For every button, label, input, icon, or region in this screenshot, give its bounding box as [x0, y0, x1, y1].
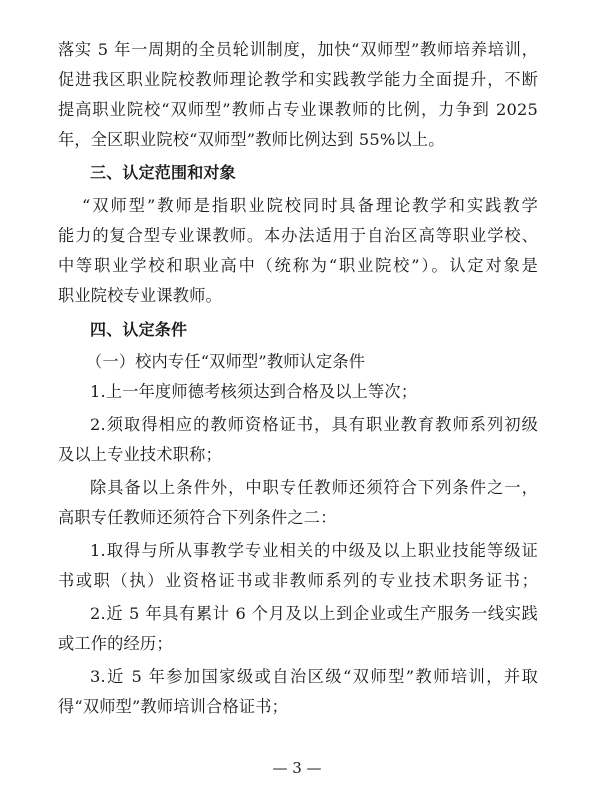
body-line-1: 落实 5 年一周期的全员轮训制度，加快“双师型”教师培养培训， [58, 40, 538, 59]
body-line-2: 促进我区职业院校教师理论教学和实践教学能力全面提升，不断 [58, 70, 538, 89]
body-line-6: “双师型”教师是指职业院校同时具备理论教学和实践教学 [82, 196, 538, 215]
requirement-line-1-cont: 书或职（执）业资格证书或非教师系列的专业技术职务证书； [58, 571, 538, 590]
condition-line-1: 1.上一年度师德考核须达到合格及以上等次； [90, 382, 418, 401]
section-heading-scope: 三、认定范围和对象 [90, 163, 236, 182]
requirement-line-2-cont: 或工作的经历； [58, 634, 173, 653]
section-heading-conditions: 四、认定条件 [90, 320, 188, 339]
requirement-line-2: 2.近 5 年具有累计 6 个月及以上到企业或生产服务一线实践 [90, 604, 538, 623]
requirement-line-3: 3.近 5 年参加国家级或自治区级“双师型”教师培训，并取 [90, 667, 538, 686]
subsection-heading-on-campus: （一）校内专任“双师型”教师认定条件 [86, 352, 366, 371]
body-line-7: 能力的复合型专业课教师。本办法适用于自治区高等职业学校、 [58, 226, 538, 245]
condition-line-2: 2.须取得相应的教师资格证书，具有职业教育教师系列初级 [90, 415, 538, 434]
body-line-15: 除具备以上条件外，中职专任教师还须符合下列条件之一， [90, 478, 538, 497]
body-line-3: 提高职业院校“双师型”教师占专业课教师的比例，力争到 2025 [58, 100, 538, 119]
page-number: — 3 — [272, 759, 322, 777]
body-line-16: 高职专任教师还须符合下列条件之二： [58, 508, 337, 527]
requirement-line-1: 1.取得与所从事教学专业相关的中级及以上职业技能等级证 [90, 541, 538, 560]
condition-line-2-cont: 及以上专业技术职称； [58, 445, 222, 464]
body-line-9: 职业院校专业课教师。 [58, 286, 222, 305]
requirement-line-3-cont: 得“双师型”教师培训合格证书； [58, 697, 288, 716]
body-line-4: 年，全区职业院校“双师型”教师比例达到 55%以上。 [58, 130, 445, 149]
body-line-8: 中等职业学校和职业高中（统称为“职业院校”）。认定对象是 [58, 256, 538, 275]
